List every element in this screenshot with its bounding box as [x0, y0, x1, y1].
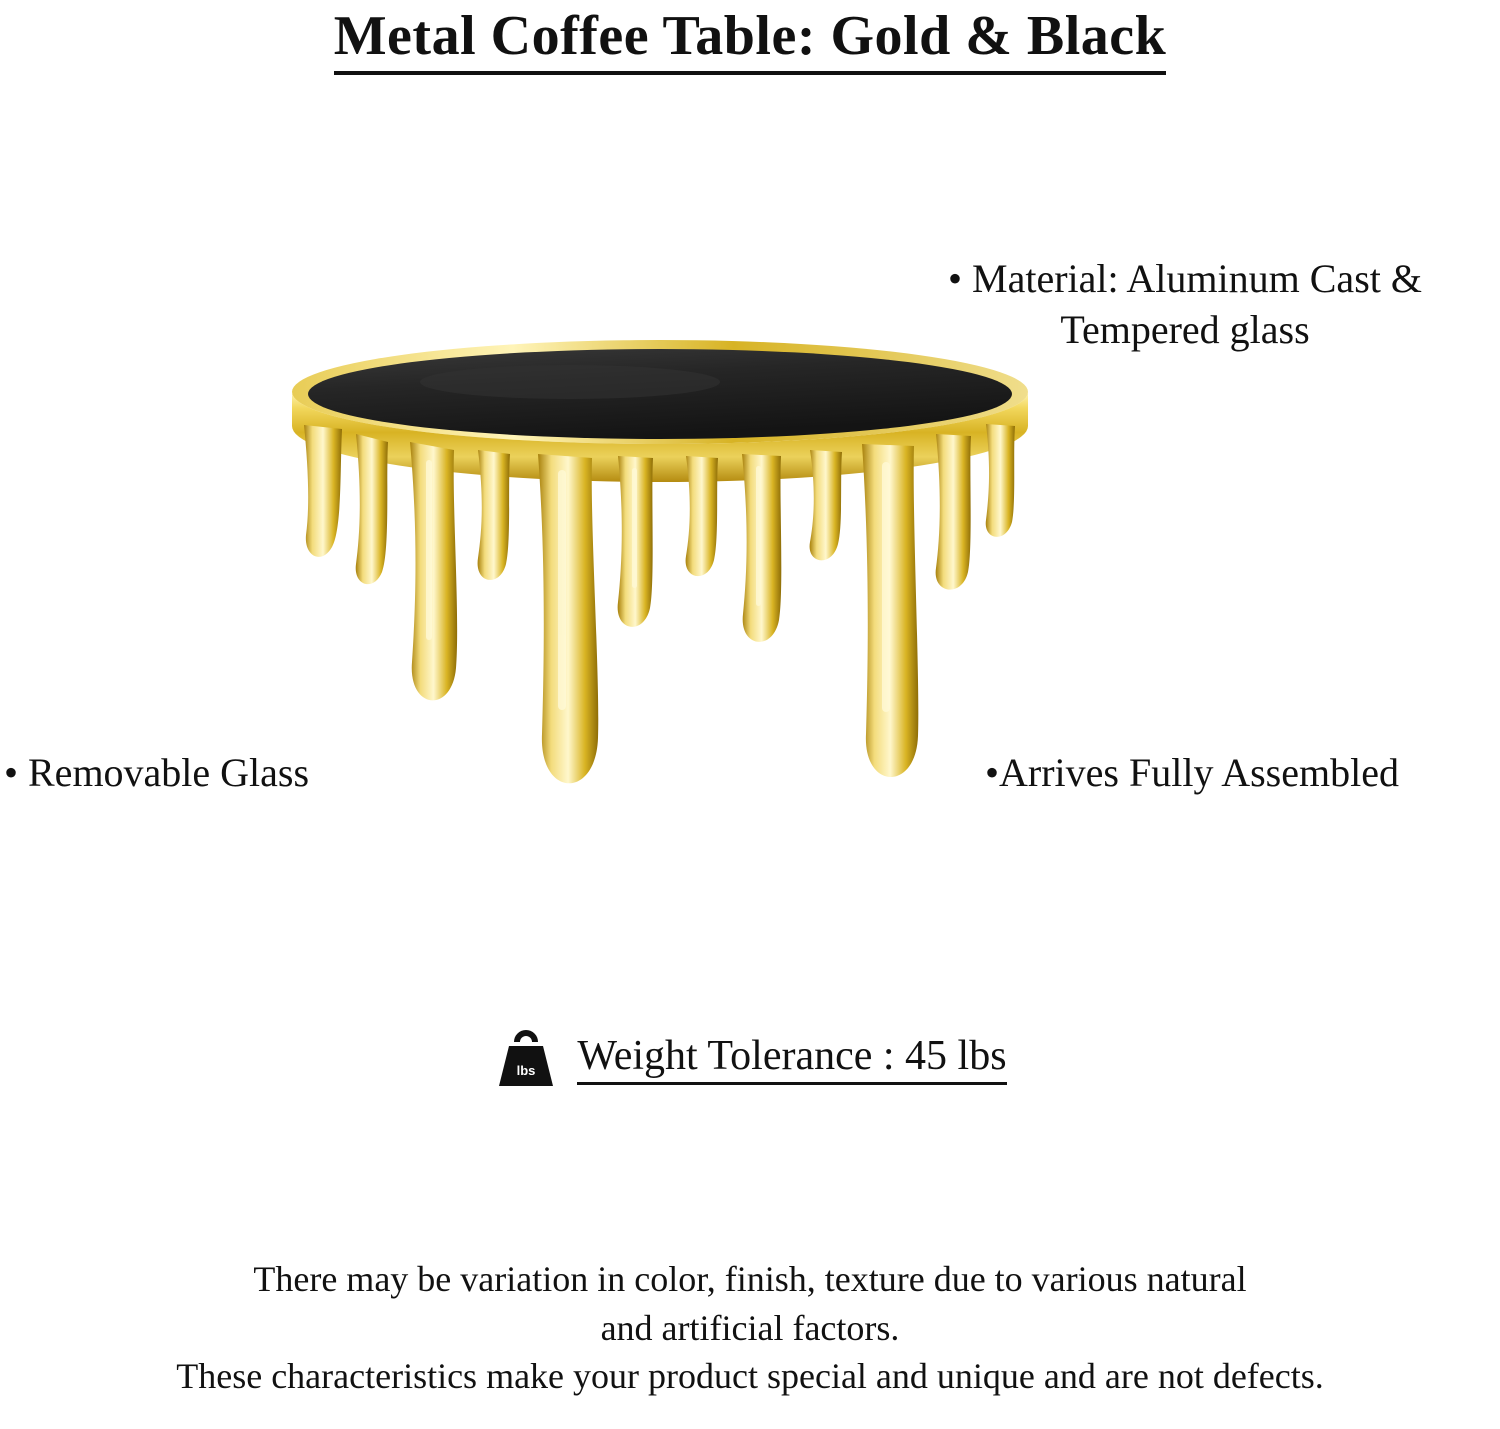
page-title — [0, 6, 1500, 68]
callout-material-text: • Material: Aluminum Cast & Tempered glass — [948, 256, 1422, 353]
callout-arrives-assembled-text: •Arrives Fully Assembled — [985, 750, 1399, 795]
disclaimer — [0, 1255, 1500, 1401]
glass-reflection — [420, 365, 720, 399]
gold-drip-coffee-table-illustration — [270, 330, 1050, 830]
callout-arrives-assembled — [985, 747, 1495, 798]
weight-tolerance-row — [0, 1028, 1500, 1090]
svg-text:lbs: lbs — [517, 1063, 536, 1078]
weight-lbs-icon — [493, 1028, 559, 1090]
disclaimer-line-2: and artificial factors. — [600, 1307, 900, 1348]
product-image — [270, 330, 1050, 830]
callout-removable-glass-text: • Removable Glass — [4, 750, 310, 795]
disclaimer-line-1: There may be variation in color, finish, texture due to various natural — [253, 1259, 1247, 1299]
page-title-text: Metal Coffee Table: Gold & Black — [334, 5, 1167, 75]
weight-tolerance-text: Weight Tolerance : 45 lbs — [577, 1033, 1006, 1085]
disclaimer-line-3: These characteristics make your product special and unique and are not defects. — [176, 1356, 1324, 1397]
